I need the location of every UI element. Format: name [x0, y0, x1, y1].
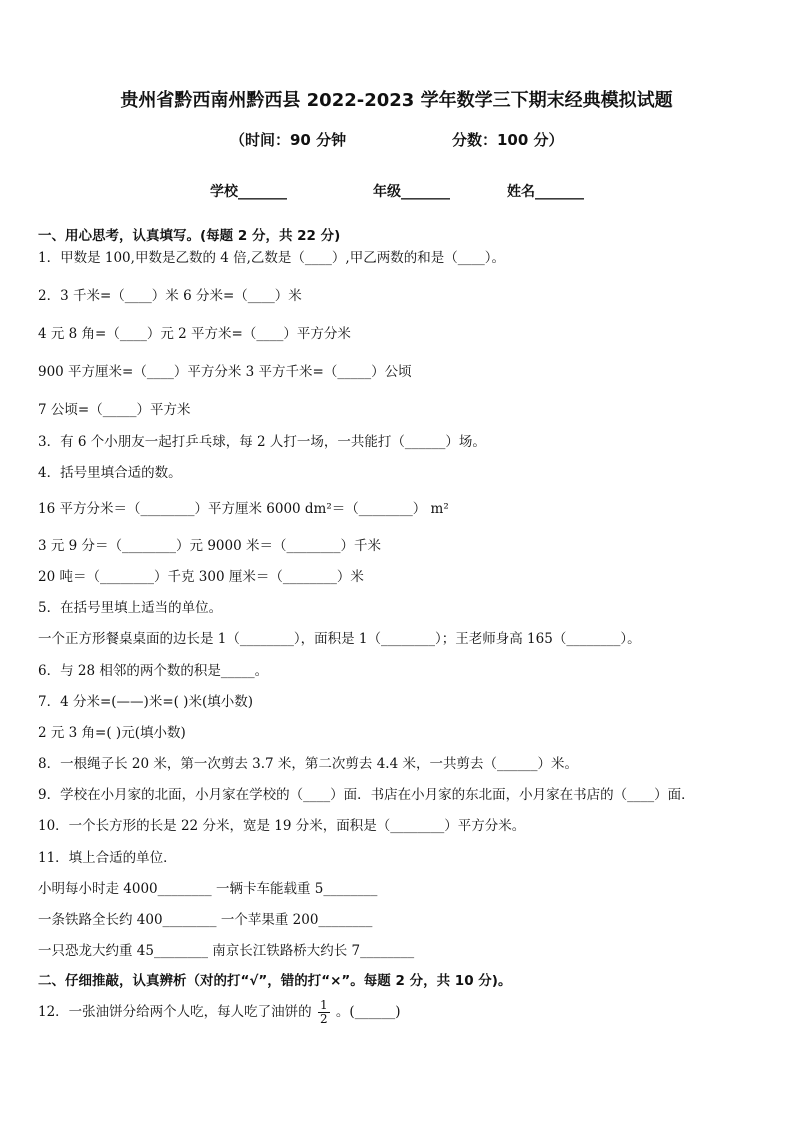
question-line: 一个正方形餐桌桌面的边长是 1（________），面积是 1（________）；王老师身高 165（________）。	[38, 631, 641, 647]
question-line: 3．有 6 个小朋友一起打乒乓球，每 2 人打一场，一共能打（______）场。	[38, 434, 486, 450]
question-12-text: 12．一张油饼分给两个人吃，每人吃了油饼的	[38, 1004, 312, 1020]
school-field: 学校_______	[210, 184, 287, 200]
question-line: 900 平方厘米=（____）平方分米 3 平方千米=（_____）公顷	[38, 364, 412, 380]
section-2-heading: 二、仔细推敲，认真辨析（对的打“√”，错的打“×”。每题 2 分，共 10 分)。	[38, 973, 512, 989]
question-line: 2．3 千米=（____）米 6 分米=（____）米	[38, 288, 302, 304]
question-line: 4．括号里填合适的数。	[38, 465, 182, 481]
grade-field: 年级_______	[373, 184, 450, 200]
question-line: 3 元 9 分＝（________）元 9000 米＝（________）千米	[38, 538, 381, 554]
name-field: 姓名_______	[507, 184, 584, 200]
question-line: 7 公顷=（_____）平方米	[38, 402, 191, 418]
question-line: 1．甲数是 100,甲数是乙数的 4 倍,乙数是（____）,甲乙两数的和是（____）。	[38, 250, 505, 266]
question-line: 7．4 分米=(——)米=( )米(填小数)	[38, 694, 253, 710]
question-line: 10．一个长方形的长是 22 分米，宽是 19 分米，面积是（________）平方分米。	[38, 818, 526, 834]
question-12-answer: 。(______)	[335, 1004, 401, 1020]
question-line: 2 元 3 角=( )元(填小数)	[38, 725, 186, 741]
fraction-denominator: 2	[319, 1012, 328, 1026]
question-line: 6．与 28 相邻的两个数的积是_____。	[38, 663, 269, 679]
question-line: 小明每小时走 4000________ 一辆卡车能载重 5________	[38, 881, 378, 897]
fraction-numerator: 1	[319, 998, 328, 1012]
section-1-heading: 一、用心思考，认真填写。(每题 2 分，共 22 分)	[38, 228, 341, 244]
question-line: 4 元 8 角=（____）元 2 平方米=（____）平方分米	[38, 326, 351, 342]
question-line: 一条铁路全长约 400________ 一个苹果重 200________	[38, 912, 373, 928]
question-line: 16 平方分米＝（________）平方厘米 6000 dm²＝（________） m²	[38, 501, 449, 517]
fraction-one-half	[318, 999, 330, 1026]
question-12	[38, 999, 400, 1026]
exam-score: 分数：100 分）	[452, 131, 564, 149]
question-line: 一只恐龙大约重 45________ 南京长江铁路桥大约长 7________	[38, 943, 415, 959]
exam-time: （时间：90 分钟	[230, 131, 347, 149]
question-line: 9．学校在小月家的北面，小月家在学校的（____）面．书店在小月家的东北面，小月家在书店的（____）面．	[38, 787, 695, 803]
question-line: 5．在括号里填上适当的单位。	[38, 600, 223, 616]
question-line: 11．填上合适的单位．	[38, 850, 177, 866]
page-title: 贵州省黔西南州黔西县 2022-2023 学年数学三下期末经典模拟试题	[120, 90, 673, 111]
question-line: 8．一根绳子长 20 米，第一次剪去 3.7 米，第二次剪去 4.4 米，一共剪去（______）米。	[38, 756, 578, 772]
question-line: 20 吨＝（________）千克 300 厘米＝（________）米	[38, 569, 364, 585]
